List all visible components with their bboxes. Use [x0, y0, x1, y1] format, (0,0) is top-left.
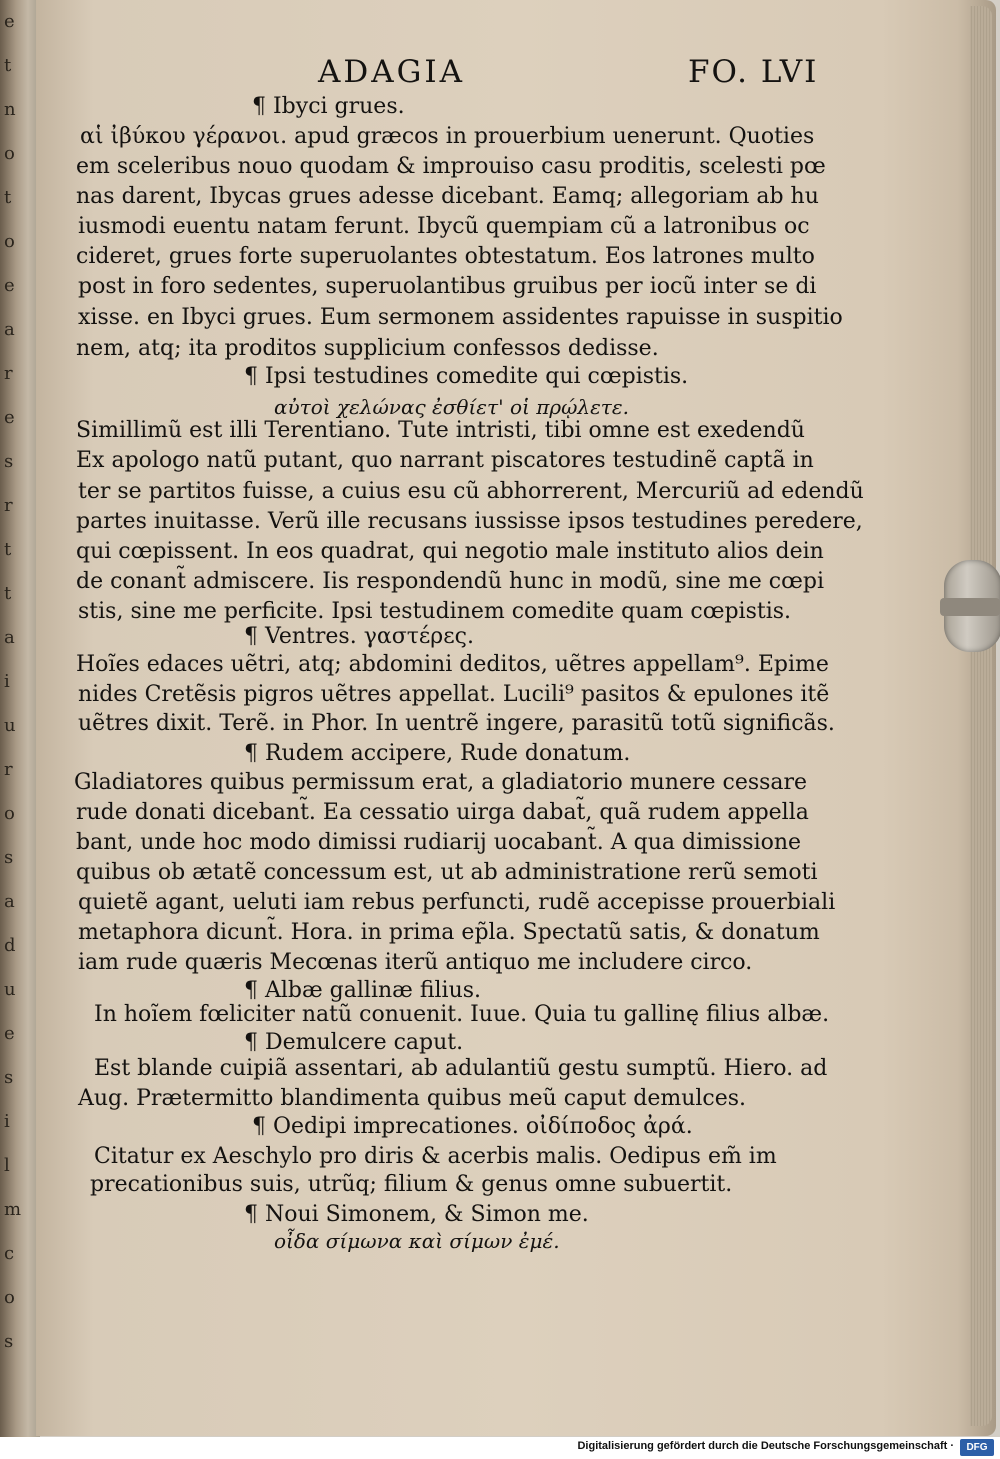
text-line: nides Cretẽsis pigros uẽtres appellat. Lucili⁹ pasitos & epulones itẽ	[78, 682, 830, 707]
facing-page-letter: d	[4, 935, 16, 956]
text-line: de conant̃ admiscere. Iis respondendũ hunc in modũ, sine me cœpi	[76, 569, 824, 594]
text-line: cideret, grues forte superuolantes obtestatum. Eos latrones multo	[76, 244, 815, 269]
page-header	[0, 54, 1000, 98]
facing-page-letter: t	[4, 539, 12, 560]
greek-adage-line: αὐτοὶ χελώνας ἐσθίετ' οἱ πρῴλετε.	[274, 395, 629, 419]
facing-page-letter: o	[4, 1287, 15, 1308]
text-line: In hoĩem fœliciter natũ conuenit. Iuue. Quia tu gallinę filius albæ.	[94, 1002, 830, 1027]
facing-page-letter: r	[4, 495, 13, 516]
facing-page-letter: s	[4, 1067, 14, 1088]
facing-page-letter: e	[4, 407, 15, 428]
clasp-band	[940, 598, 1000, 616]
facing-page-letter: a	[4, 319, 15, 340]
adage-heading: ¶ Ventres. γαστέρες.	[244, 624, 474, 649]
text-line: quietẽ agant, ueluti iam rebus perfuncti, rudẽ accepisse prouerbiali	[78, 890, 836, 915]
facing-page-letters	[4, 0, 34, 1400]
dfg-logo: DFG	[960, 1439, 994, 1456]
facing-page-letter: t	[4, 187, 12, 208]
text-line: qui cœpissent. In eos quadrat, qui negotio male instituto alios dein	[76, 539, 824, 564]
folio-number: FO. LVI	[688, 54, 819, 90]
adage-heading: ¶ Albæ gallinæ filius.	[244, 978, 482, 1003]
facing-page-letter: u	[4, 979, 16, 1000]
text-line: quibus ob ætatẽ concessum est, ut ab administratione rerũ semoti	[76, 860, 818, 885]
text-line: uẽtres dixit. Terẽ. in Phor. In uentrẽ ingere, parasitũ totũ significãs.	[78, 711, 835, 736]
text-line: xisse. en Ibyci grues. Eum sermonem assidentes rapuisse in suspitio	[78, 305, 843, 330]
facing-page-letter: s	[4, 847, 14, 868]
text-line: Gladiatores quibus permissum erat, a gladiatorio munere cessare	[74, 770, 808, 795]
adage-heading: ¶ Rudem accipere, Rude donatum.	[244, 741, 631, 766]
fore-edge	[970, 6, 992, 1426]
facing-page-letter: i	[4, 1111, 10, 1132]
text-line: iusmodi euentu natam ferunt. Ibycũ quempiam cũ a latronibus oc	[78, 214, 810, 239]
funding-credit: Digitalisierung gefördert durch die Deutsche Forschungsgemeinschaft ·	[577, 1440, 954, 1452]
facing-page-letter: a	[4, 891, 15, 912]
running-title: ADAGIA	[318, 54, 466, 90]
facing-page-letter: s	[4, 1331, 14, 1352]
facing-page-letter: s	[4, 451, 14, 472]
text-line: iam rude quæris Mecœnas iterũ antiquo me includere circo.	[78, 950, 753, 975]
text-line: precationibus suis, utrũq; filium & genus omne subuertit.	[90, 1172, 733, 1197]
facing-page-letter: e	[4, 1023, 15, 1044]
facing-page-letter: e	[4, 275, 15, 296]
facing-page-letter: l	[4, 1155, 10, 1176]
text-line: nas darent, Ibycas grues adesse dicebant. Eamq; allegoriam ab hu	[76, 184, 819, 209]
adage-heading: ¶ Ipsi testudines comedite qui cœpistis.	[244, 364, 689, 389]
facing-page-letter: o	[4, 143, 15, 164]
text-line: Ex apologo natũ putant, quo narrant piscatores testudinẽ captã in	[76, 448, 814, 473]
facing-page-letter: r	[4, 759, 13, 780]
facing-page-letter: m	[4, 1199, 22, 1220]
facing-page-letter: a	[4, 627, 15, 648]
text-line: ter se partitos fuisse, a cuius esu cũ abhorrerent, Mercuriũ ad edendũ	[78, 479, 864, 504]
text-line: em sceleribus nouo quodam & improuiso casu proditis, scelesti pœ	[76, 154, 826, 179]
text-line: stis, sine me perficite. Ipsi testudinem comedite quam cœpistis.	[78, 599, 792, 624]
text-line: Est blande cuipiã assentari, ab adulantiũ gestu sumptũ. Hiero. ad	[94, 1056, 828, 1081]
text-line: bant, unde hoc modo dimissi rudiarij uocabant̃. A qua dimissione	[76, 830, 802, 855]
greek-adage-line: οἶδα σίμωνα καὶ σίμων ἐμέ.	[274, 1229, 560, 1253]
facing-page-letter: e	[4, 11, 15, 32]
adage-heading: ¶ Oedipi imprecationes. οἰδίποδος ἀρά.	[252, 1114, 693, 1139]
text-line: rude donati dicebant̃. Ea cessatio uirga dabat̃, quã rudem appella	[76, 800, 809, 825]
facing-page-letter: t	[4, 583, 12, 604]
adage-heading: ¶ Demulcere caput.	[244, 1030, 464, 1055]
adage-heading: ¶ Noui Simonem, & Simon me.	[244, 1202, 589, 1227]
adage-heading: ¶ Ibyci grues.	[252, 94, 405, 119]
text-line: Simillimũ est illi Terentiano. Tute intristi, tibi omne est exedendũ	[76, 418, 805, 443]
text-line: partes inuitasse. Verũ ille recusans iussisse ipsos testudines peredere,	[76, 509, 863, 534]
text-line: Hoĩes edaces uẽtri, atq; abdomini deditos, uẽtres appellam⁹. Epime	[76, 652, 829, 677]
facing-page-letter: i	[4, 671, 10, 692]
facing-page-letter: o	[4, 803, 15, 824]
facing-page-letter: o	[4, 231, 15, 252]
facing-page-letter: r	[4, 363, 13, 384]
text-line: metaphora dicunt̃. Hora. in prima ep̃la. Spectatũ satis, & donatum	[78, 920, 820, 945]
text-line: nem, atq; ita proditos supplicium confessos dedisse.	[76, 336, 659, 361]
digitization-footer	[0, 1437, 1000, 1459]
facing-page-letter: n	[4, 99, 16, 120]
facing-page-letter: t	[4, 55, 12, 76]
text-line: αἱ ἰβύκου γέρανοι. apud græcos in prouerbium uenerunt. Quoties	[80, 124, 815, 149]
text-line: Citatur ex Aeschylo pro diris & acerbis malis. Oedipus em̃ im	[94, 1144, 777, 1169]
text-line: Aug. Prætermitto blandimenta quibus meũ caput demulces.	[78, 1086, 747, 1111]
facing-page-edge	[0, 0, 40, 1459]
text-line: post in foro sedentes, superuolantibus gruibus per iocũ inter se di	[78, 274, 817, 299]
facing-page-letter: c	[4, 1243, 15, 1264]
facing-page-letter: u	[4, 715, 16, 736]
